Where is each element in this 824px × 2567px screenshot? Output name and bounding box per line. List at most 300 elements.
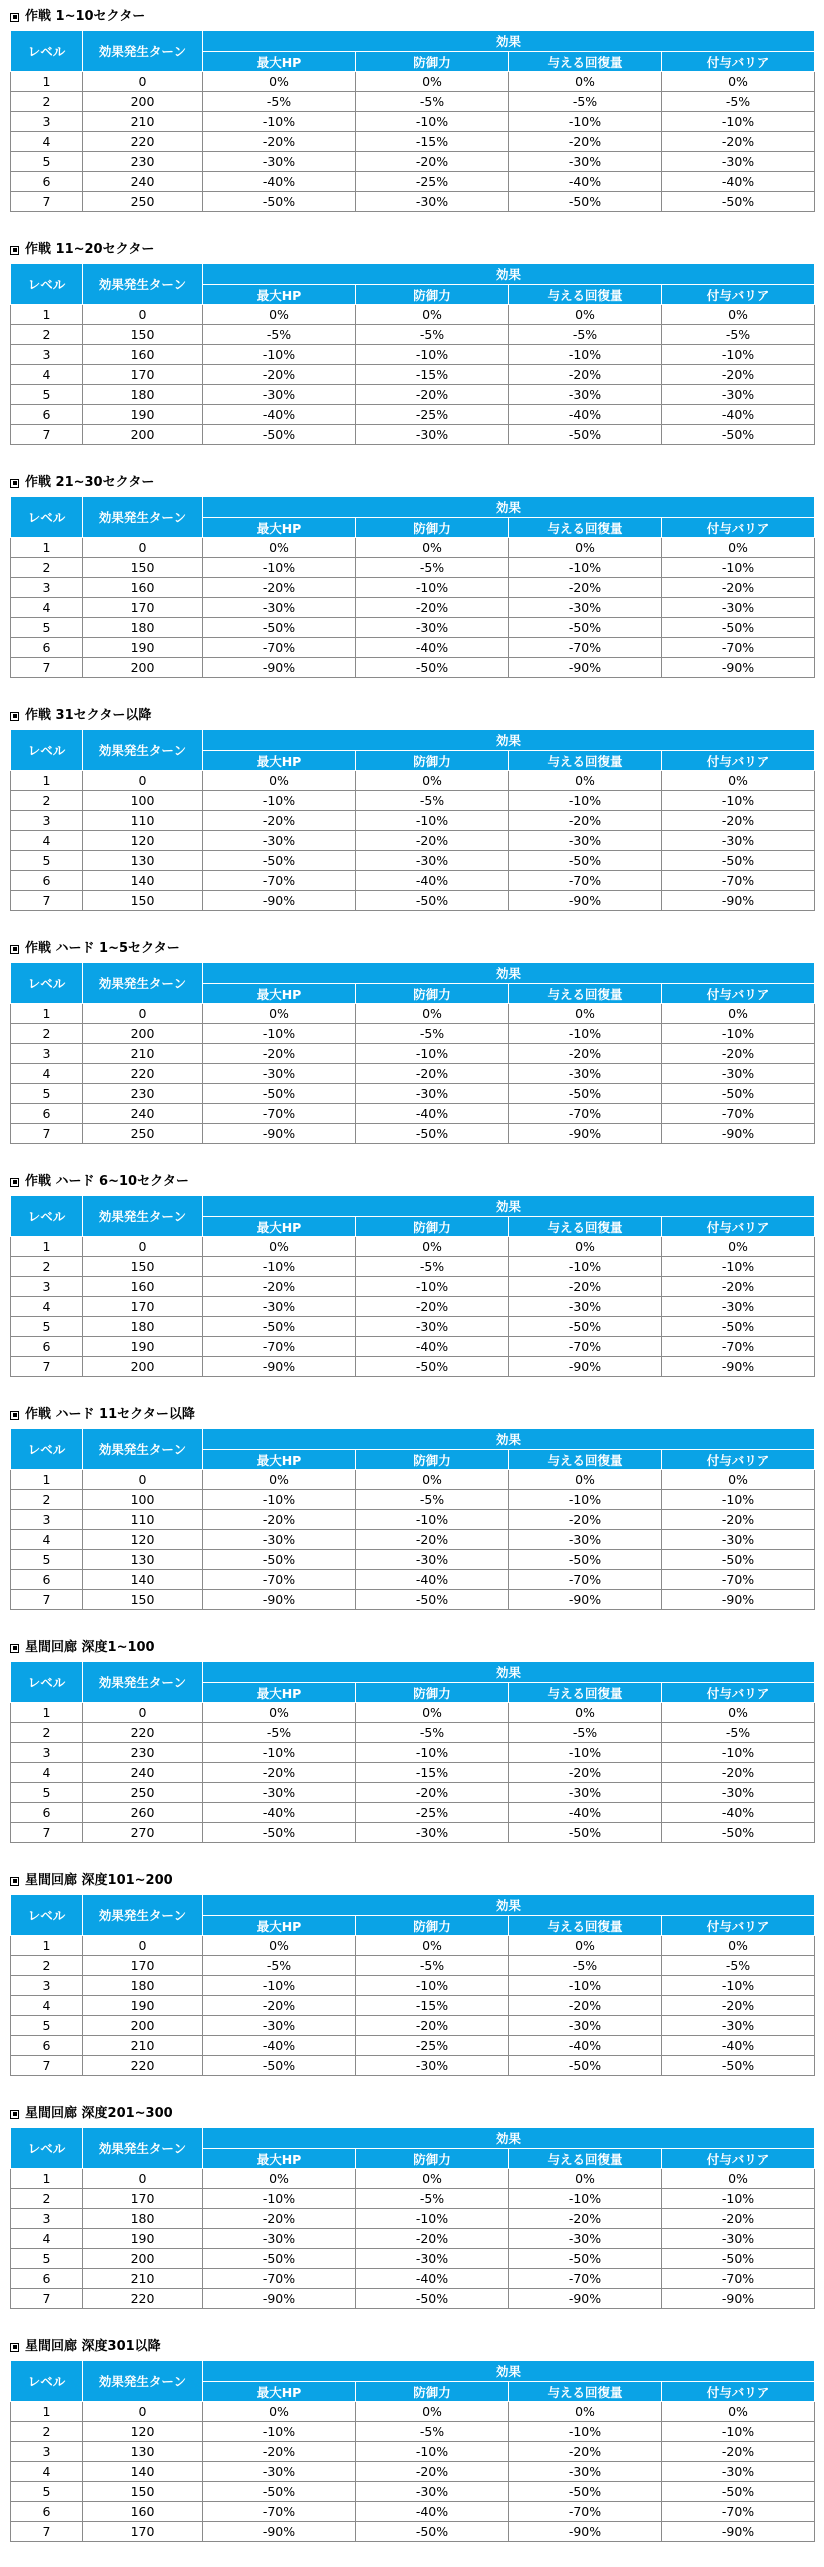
cell-max-hp: -5% <box>203 1723 356 1743</box>
cell-defense: -30% <box>356 1550 509 1570</box>
table-row <box>11 1703 815 1723</box>
cell-defense: -10% <box>356 112 509 132</box>
cell-heal: -30% <box>509 385 662 405</box>
cell-heal: -30% <box>509 2462 662 2482</box>
cell-level: 2 <box>11 92 83 112</box>
table-row <box>11 72 815 92</box>
cell-max-hp: -5% <box>203 325 356 345</box>
cell-max-hp: -50% <box>203 851 356 871</box>
table-row <box>11 325 815 345</box>
header-effect: 効果 <box>203 1429 815 1450</box>
cell-heal: -50% <box>509 1317 662 1337</box>
effect-table-section <box>10 470 814 703</box>
cell-max-hp: -70% <box>203 1104 356 1124</box>
cell-level: 2 <box>11 2189 83 2209</box>
cell-max-hp: -10% <box>203 2422 356 2442</box>
cell-defense: -25% <box>356 405 509 425</box>
cell-heal: -90% <box>509 1124 662 1144</box>
cell-max-hp: -10% <box>203 345 356 365</box>
cell-heal: 0% <box>509 305 662 325</box>
cell-defense: -50% <box>356 2522 509 2542</box>
cell-defense: -10% <box>356 811 509 831</box>
cell-barrier: -40% <box>662 2036 815 2056</box>
cell-defense: -5% <box>356 1024 509 1044</box>
cell-level: 5 <box>11 851 83 871</box>
cell-level: 5 <box>11 152 83 172</box>
cell-barrier: -10% <box>662 1024 815 1044</box>
cell-turn: 200 <box>83 2016 203 2036</box>
header-heal: 与える回復量 <box>509 52 662 72</box>
cell-heal: 0% <box>509 2169 662 2189</box>
cell-level: 2 <box>11 1723 83 1743</box>
cell-barrier: -70% <box>662 2502 815 2522</box>
cell-defense: -10% <box>356 1976 509 1996</box>
cell-turn: 110 <box>83 1510 203 1530</box>
header-defense: 防御力 <box>356 518 509 538</box>
cell-level: 4 <box>11 1530 83 1550</box>
header-effect: 効果 <box>203 31 815 52</box>
section-title <box>10 4 814 30</box>
cell-barrier: 0% <box>662 1703 815 1723</box>
cell-level: 4 <box>11 2462 83 2482</box>
cell-defense: -20% <box>356 2462 509 2482</box>
cell-turn: 200 <box>83 92 203 112</box>
cell-heal: -40% <box>509 1803 662 1823</box>
cell-turn: 0 <box>83 1936 203 1956</box>
table-row <box>11 538 815 558</box>
cell-max-hp: -20% <box>203 1510 356 1530</box>
header-defense: 防御力 <box>356 1217 509 1237</box>
table-row <box>11 112 815 132</box>
cell-max-hp: -5% <box>203 1956 356 1976</box>
cell-defense: -20% <box>356 831 509 851</box>
cell-max-hp: -10% <box>203 791 356 811</box>
cell-defense: -50% <box>356 2289 509 2309</box>
header-level: レベル <box>11 31 83 72</box>
cell-turn: 0 <box>83 305 203 325</box>
cell-level: 6 <box>11 2036 83 2056</box>
cell-max-hp: -50% <box>203 2249 356 2269</box>
cell-heal: -10% <box>509 1743 662 1763</box>
header-level: レベル <box>11 2128 83 2169</box>
cell-heal: 0% <box>509 538 662 558</box>
cell-defense: -20% <box>356 1064 509 1084</box>
cell-heal: 0% <box>509 1703 662 1723</box>
cell-max-hp: -90% <box>203 1590 356 1610</box>
table-row <box>11 1956 815 1976</box>
table-row <box>11 345 815 365</box>
cell-barrier: -50% <box>662 425 815 445</box>
cell-level: 4 <box>11 831 83 851</box>
cell-defense: -40% <box>356 2502 509 2522</box>
cell-turn: 180 <box>83 385 203 405</box>
cell-level: 3 <box>11 1743 83 1763</box>
effect-table <box>10 729 815 911</box>
cell-turn: 130 <box>83 2442 203 2462</box>
header-effect: 効果 <box>203 2128 815 2149</box>
table-row <box>11 152 815 172</box>
cell-heal: 0% <box>509 72 662 92</box>
cell-max-hp: -70% <box>203 638 356 658</box>
table-row <box>11 2056 815 2076</box>
cell-barrier: -50% <box>662 1550 815 1570</box>
cell-heal: -30% <box>509 1297 662 1317</box>
table-row <box>11 851 815 871</box>
cell-max-hp: -50% <box>203 425 356 445</box>
cell-heal: -50% <box>509 2482 662 2502</box>
cell-defense: -30% <box>356 1823 509 1843</box>
cell-defense: -30% <box>356 2249 509 2269</box>
table-row <box>11 1743 815 1763</box>
table-row <box>11 811 815 831</box>
header-level: レベル <box>11 1662 83 1703</box>
header-barrier: 付与バリア <box>662 1683 815 1703</box>
cell-max-hp: -20% <box>203 132 356 152</box>
cell-max-hp: -20% <box>203 578 356 598</box>
cell-max-hp: -50% <box>203 618 356 638</box>
cell-max-hp: -10% <box>203 1257 356 1277</box>
cell-turn: 0 <box>83 1004 203 1024</box>
cell-turn: 170 <box>83 598 203 618</box>
cell-barrier: -90% <box>662 2289 815 2309</box>
cell-defense: -20% <box>356 598 509 618</box>
cell-heal: -50% <box>509 2056 662 2076</box>
header-turn: 効果発生ターン <box>83 963 203 1004</box>
cell-level: 5 <box>11 618 83 638</box>
cell-defense: -5% <box>356 1956 509 1976</box>
cell-barrier: -20% <box>662 2209 815 2229</box>
cell-max-hp: -50% <box>203 192 356 212</box>
table-row <box>11 1510 815 1530</box>
cell-max-hp: -20% <box>203 2442 356 2462</box>
header-barrier: 付与バリア <box>662 518 815 538</box>
cell-max-hp: -50% <box>203 1317 356 1337</box>
section-title-text: 作戦 1~10セクター <box>25 9 146 24</box>
cell-level: 1 <box>11 1237 83 1257</box>
table-row <box>11 365 815 385</box>
cell-heal: -20% <box>509 578 662 598</box>
cell-defense: -50% <box>356 1357 509 1377</box>
table-row <box>11 1277 815 1297</box>
cell-defense: -5% <box>356 1490 509 1510</box>
cell-turn: 260 <box>83 1803 203 1823</box>
cell-defense: -50% <box>356 891 509 911</box>
section-title-text: 作戦 21~30セクター <box>25 475 155 490</box>
cell-max-hp: 0% <box>203 305 356 325</box>
cell-heal: -40% <box>509 172 662 192</box>
header-max-hp: 最大HP <box>203 1450 356 1470</box>
cell-turn: 210 <box>83 2269 203 2289</box>
cell-max-hp: -30% <box>203 385 356 405</box>
cell-max-hp: 0% <box>203 1703 356 1723</box>
cell-barrier: -10% <box>662 1743 815 1763</box>
cell-defense: -30% <box>356 425 509 445</box>
table-row <box>11 192 815 212</box>
cell-level: 1 <box>11 1936 83 1956</box>
cell-turn: 250 <box>83 192 203 212</box>
cell-max-hp: -30% <box>203 1297 356 1317</box>
cell-turn: 200 <box>83 1024 203 1044</box>
cell-defense: 0% <box>356 2169 509 2189</box>
table-row <box>11 2269 815 2289</box>
cell-defense: -5% <box>356 1723 509 1743</box>
cell-level: 3 <box>11 345 83 365</box>
cell-heal: -10% <box>509 1976 662 1996</box>
header-max-hp: 最大HP <box>203 285 356 305</box>
cell-max-hp: 0% <box>203 771 356 791</box>
table-row <box>11 305 815 325</box>
table-row <box>11 405 815 425</box>
cell-level: 7 <box>11 1124 83 1144</box>
cell-level: 5 <box>11 1317 83 1337</box>
cell-max-hp: -30% <box>203 1064 356 1084</box>
header-defense: 防御力 <box>356 52 509 72</box>
cell-barrier: -50% <box>662 1317 815 1337</box>
cell-max-hp: -30% <box>203 1530 356 1550</box>
header-turn: 効果発生ターン <box>83 497 203 538</box>
cell-level: 6 <box>11 1337 83 1357</box>
table-row <box>11 1763 815 1783</box>
cell-max-hp: -50% <box>203 2482 356 2502</box>
cell-max-hp: 0% <box>203 538 356 558</box>
effect-table <box>10 1661 815 1843</box>
cell-barrier: -70% <box>662 1104 815 1124</box>
table-row <box>11 1783 815 1803</box>
section-title-text: 作戦 ハード 11セクター以降 <box>25 1407 195 1422</box>
cell-level: 1 <box>11 538 83 558</box>
section-title <box>10 237 814 263</box>
table-row <box>11 1084 815 1104</box>
cell-max-hp: -30% <box>203 152 356 172</box>
cell-barrier: -10% <box>662 2422 815 2442</box>
header-turn: 効果発生ターン <box>83 2128 203 2169</box>
cell-max-hp: -30% <box>203 2229 356 2249</box>
cell-level: 1 <box>11 1004 83 1024</box>
cell-turn: 170 <box>83 2522 203 2542</box>
table-row <box>11 1803 815 1823</box>
cell-heal: -50% <box>509 425 662 445</box>
cell-heal: -20% <box>509 2442 662 2462</box>
cell-heal: -10% <box>509 791 662 811</box>
cell-barrier: -10% <box>662 1490 815 1510</box>
cell-barrier: -30% <box>662 2016 815 2036</box>
cell-turn: 0 <box>83 72 203 92</box>
header-heal: 与える回復量 <box>509 2382 662 2402</box>
cell-level: 4 <box>11 1297 83 1317</box>
cell-defense: -10% <box>356 1277 509 1297</box>
cell-level: 3 <box>11 1510 83 1530</box>
cell-turn: 210 <box>83 2036 203 2056</box>
header-barrier: 付与バリア <box>662 1450 815 1470</box>
cell-max-hp: -90% <box>203 658 356 678</box>
cell-heal: -40% <box>509 2036 662 2056</box>
effect-table <box>10 263 815 445</box>
header-turn: 効果発生ターン <box>83 1662 203 1703</box>
cell-max-hp: -20% <box>203 1277 356 1297</box>
cell-heal: -30% <box>509 1783 662 1803</box>
cell-defense: -30% <box>356 851 509 871</box>
section-title <box>10 703 814 729</box>
cell-heal: 0% <box>509 1004 662 1024</box>
cell-defense: -5% <box>356 2189 509 2209</box>
table-row <box>11 598 815 618</box>
cell-barrier: -50% <box>662 192 815 212</box>
cell-max-hp: -20% <box>203 1044 356 1064</box>
cell-turn: 230 <box>83 152 203 172</box>
cell-level: 3 <box>11 2209 83 2229</box>
header-level: レベル <box>11 1429 83 1470</box>
cell-turn: 0 <box>83 1703 203 1723</box>
header-barrier: 付与バリア <box>662 285 815 305</box>
cell-turn: 240 <box>83 172 203 192</box>
cell-turn: 250 <box>83 1783 203 1803</box>
header-effect: 効果 <box>203 1662 815 1683</box>
cell-defense: 0% <box>356 771 509 791</box>
cell-defense: -30% <box>356 1317 509 1337</box>
cell-barrier: -30% <box>662 2462 815 2482</box>
cell-level: 4 <box>11 2229 83 2249</box>
header-max-hp: 最大HP <box>203 2382 356 2402</box>
cell-heal: -70% <box>509 2269 662 2289</box>
table-row <box>11 2422 815 2442</box>
header-heal: 与える回復量 <box>509 1683 662 1703</box>
cell-heal: -10% <box>509 345 662 365</box>
cell-level: 6 <box>11 1803 83 1823</box>
cell-heal: 0% <box>509 2402 662 2422</box>
header-turn: 効果発生ターン <box>83 1895 203 1936</box>
cell-heal: -20% <box>509 1996 662 2016</box>
cell-level: 5 <box>11 2482 83 2502</box>
cell-defense: 0% <box>356 2402 509 2422</box>
table-row <box>11 2482 815 2502</box>
cell-level: 7 <box>11 1357 83 1377</box>
table-row <box>11 1357 815 1377</box>
table-row <box>11 1317 815 1337</box>
header-heal: 与える回復量 <box>509 2149 662 2169</box>
cell-turn: 130 <box>83 851 203 871</box>
cell-defense: -10% <box>356 345 509 365</box>
cell-barrier: -70% <box>662 1337 815 1357</box>
cell-level: 2 <box>11 1024 83 1044</box>
cell-max-hp: -10% <box>203 1743 356 1763</box>
cell-defense: -30% <box>356 2482 509 2502</box>
table-row <box>11 1570 815 1590</box>
cell-max-hp: -90% <box>203 1124 356 1144</box>
cell-heal: -50% <box>509 1084 662 1104</box>
cell-barrier: -10% <box>662 2189 815 2209</box>
cell-level: 6 <box>11 2269 83 2289</box>
cell-turn: 140 <box>83 2462 203 2482</box>
cell-barrier: -20% <box>662 1510 815 1530</box>
cell-level: 7 <box>11 192 83 212</box>
cell-level: 3 <box>11 811 83 831</box>
cell-level: 3 <box>11 1277 83 1297</box>
header-level: レベル <box>11 963 83 1004</box>
cell-level: 7 <box>11 2522 83 2542</box>
cell-max-hp: -20% <box>203 1763 356 1783</box>
cell-heal: -5% <box>509 325 662 345</box>
section-title-text: 星間回廊 深度301以降 <box>25 2339 161 2354</box>
cell-level: 7 <box>11 2056 83 2076</box>
effect-table-section <box>10 1169 814 1402</box>
cell-heal: -20% <box>509 1510 662 1530</box>
section-title-text: 星間回廊 深度1~100 <box>25 1640 155 1655</box>
cell-turn: 200 <box>83 425 203 445</box>
cell-heal: -70% <box>509 871 662 891</box>
cell-turn: 240 <box>83 1763 203 1783</box>
cell-barrier: -20% <box>662 1277 815 1297</box>
cell-defense: -10% <box>356 578 509 598</box>
square-bullet-icon <box>10 13 19 22</box>
cell-level: 6 <box>11 1570 83 1590</box>
cell-max-hp: -10% <box>203 112 356 132</box>
cell-turn: 120 <box>83 831 203 851</box>
cell-barrier: -5% <box>662 1723 815 1743</box>
cell-defense: -40% <box>356 1570 509 1590</box>
cell-heal: -70% <box>509 638 662 658</box>
cell-level: 4 <box>11 1996 83 2016</box>
cell-defense: -40% <box>356 1104 509 1124</box>
cell-barrier: -40% <box>662 405 815 425</box>
cell-level: 7 <box>11 425 83 445</box>
cell-heal: -20% <box>509 132 662 152</box>
cell-heal: -50% <box>509 851 662 871</box>
cell-heal: -10% <box>509 2422 662 2442</box>
cell-max-hp: -40% <box>203 172 356 192</box>
cell-defense: -20% <box>356 1530 509 1550</box>
cell-defense: -10% <box>356 2209 509 2229</box>
cell-defense: -40% <box>356 638 509 658</box>
cell-turn: 180 <box>83 618 203 638</box>
cell-level: 2 <box>11 2422 83 2442</box>
effect-table-section <box>10 2101 814 2334</box>
header-defense: 防御力 <box>356 2149 509 2169</box>
header-turn: 効果発生ターン <box>83 730 203 771</box>
table-row <box>11 385 815 405</box>
cell-defense: -40% <box>356 1337 509 1357</box>
cell-barrier: 0% <box>662 72 815 92</box>
table-row <box>11 2209 815 2229</box>
header-heal: 与える回復量 <box>509 1916 662 1936</box>
table-row <box>11 1996 815 2016</box>
cell-level: 7 <box>11 1590 83 1610</box>
cell-heal: -50% <box>509 618 662 638</box>
cell-turn: 190 <box>83 1996 203 2016</box>
cell-turn: 170 <box>83 365 203 385</box>
cell-max-hp: -30% <box>203 1783 356 1803</box>
cell-level: 5 <box>11 2016 83 2036</box>
cell-level: 4 <box>11 1064 83 1084</box>
table-row <box>11 2289 815 2309</box>
cell-level: 2 <box>11 1956 83 1976</box>
table-row <box>11 771 815 791</box>
cell-heal: -40% <box>509 405 662 425</box>
cell-max-hp: -70% <box>203 1570 356 1590</box>
cell-level: 2 <box>11 1257 83 1277</box>
table-row <box>11 2169 815 2189</box>
cell-max-hp: 0% <box>203 72 356 92</box>
cell-turn: 160 <box>83 345 203 365</box>
header-effect: 効果 <box>203 2361 815 2382</box>
table-row <box>11 2402 815 2422</box>
table-row <box>11 2462 815 2482</box>
cell-defense: -50% <box>356 1590 509 1610</box>
effect-table <box>10 1195 815 1377</box>
cell-max-hp: -10% <box>203 1024 356 1044</box>
cell-defense: -30% <box>356 2056 509 2076</box>
cell-turn: 100 <box>83 1490 203 1510</box>
cell-barrier: 0% <box>662 771 815 791</box>
